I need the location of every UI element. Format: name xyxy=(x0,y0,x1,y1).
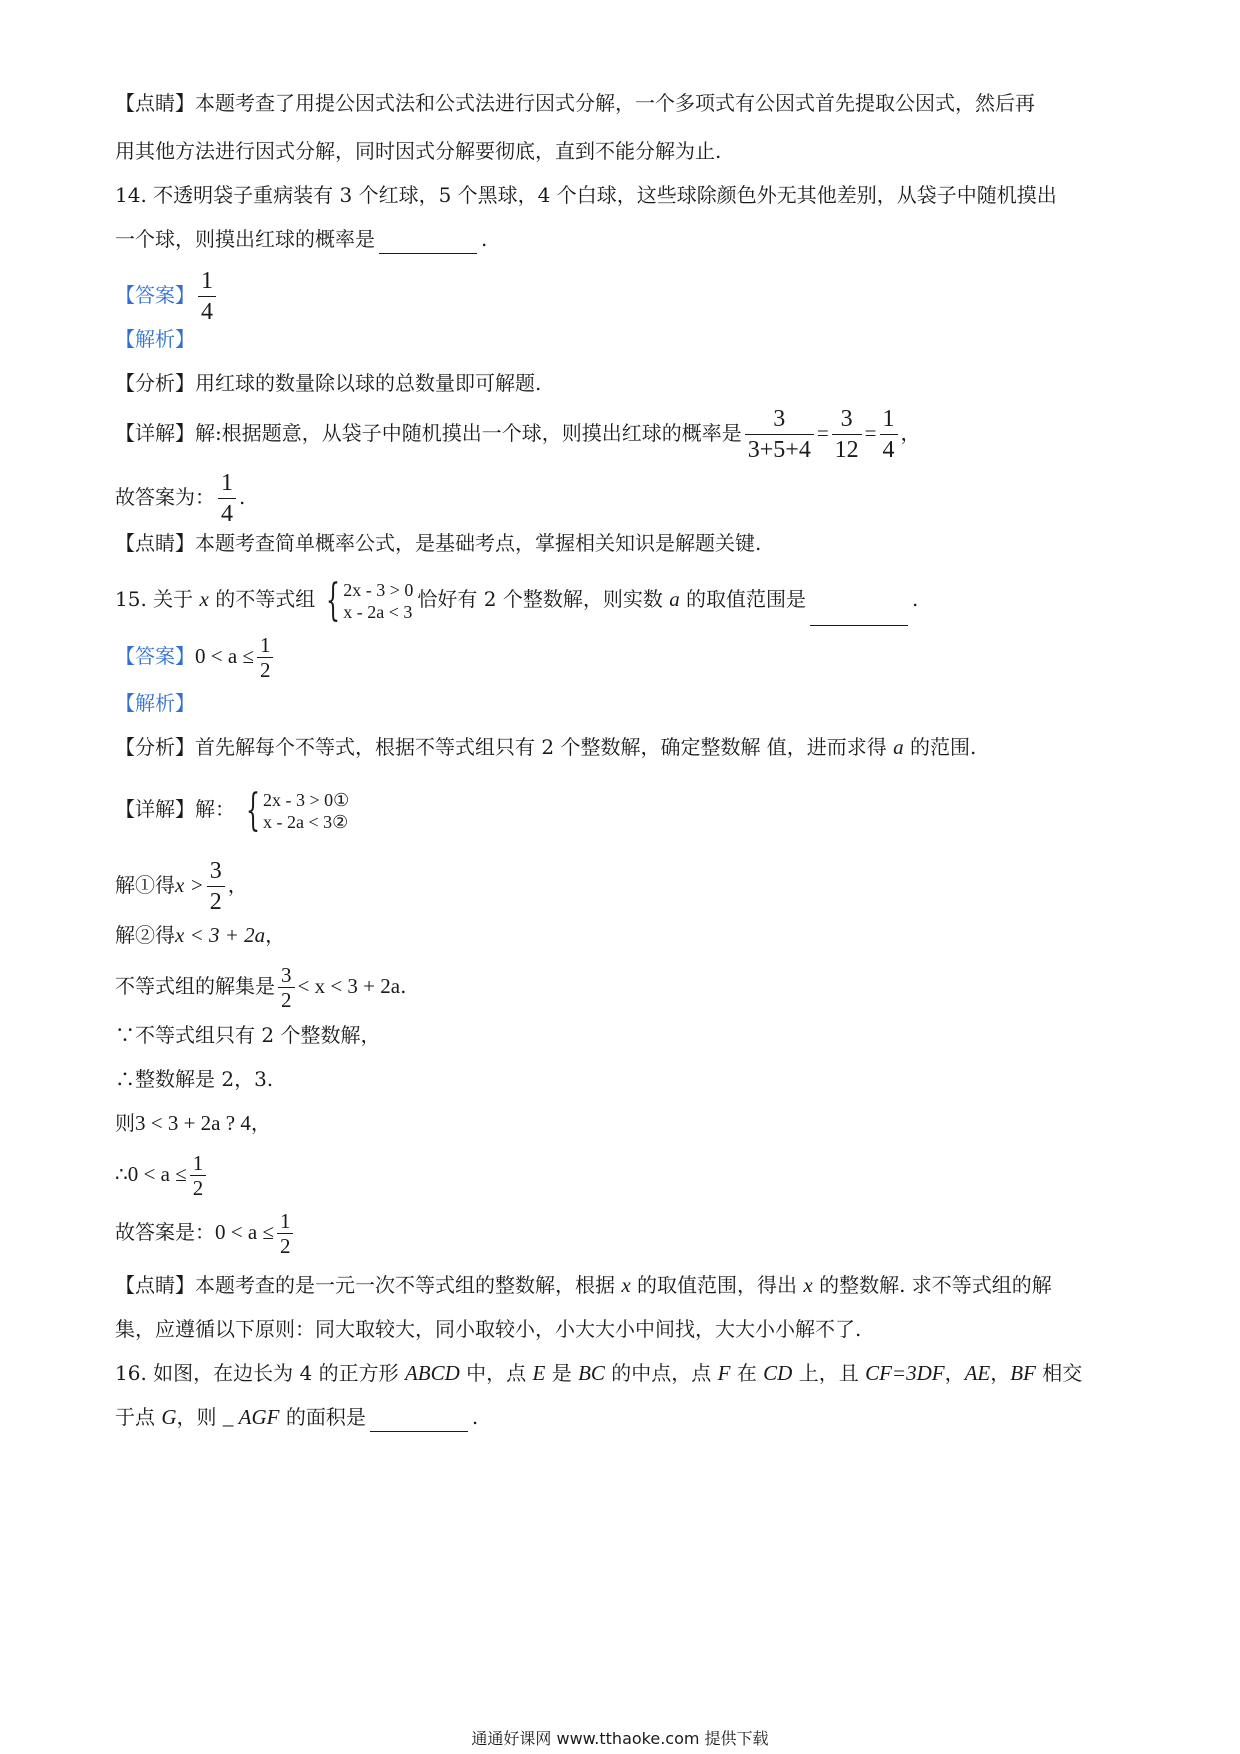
period: . xyxy=(912,587,919,611)
inequality-system xyxy=(239,784,350,836)
numerator: 1 xyxy=(201,268,213,294)
q14-analysis-tag xyxy=(115,324,195,354)
comma: ， xyxy=(227,873,248,897)
inequality-1: 2x - 3 > 0 xyxy=(343,579,414,600)
so-answer-fraction xyxy=(218,468,236,529)
var-a: a xyxy=(893,735,904,759)
comma: ， xyxy=(265,923,286,947)
q15-step6 xyxy=(115,1108,271,1138)
denominator: 2 xyxy=(207,886,225,917)
fenxi-tag: 【分析】 xyxy=(115,735,195,759)
step-text: ∴整数解是 2，3. xyxy=(115,1067,274,1091)
q15-stem-post: 恰好有 2 个整数解，则实数 xyxy=(417,587,663,611)
answer-tag: 【答案】 xyxy=(115,644,195,668)
q16-text: 的面积是 xyxy=(285,1405,366,1429)
point-tag: 【点睛】 xyxy=(115,91,195,115)
q15-fenxi-end: 的范围. xyxy=(910,735,977,759)
q14-point-text: 本题考查简单概率公式，是基础考点，掌握相关知识是解题关键. xyxy=(195,531,762,555)
q16-stem-line2 xyxy=(115,1402,478,1432)
step-label: 则 xyxy=(115,1111,135,1135)
q15-step8 xyxy=(115,1206,296,1258)
segment-cd: CD xyxy=(763,1361,793,1385)
q16-text: 相交 xyxy=(1042,1361,1083,1385)
analysis-tag: 【解析】 xyxy=(115,691,195,715)
q15-step5 xyxy=(115,1064,273,1094)
q16-text: 16. 如图，在边长为 4 的正方形 xyxy=(115,1361,399,1385)
q14-answer-fraction xyxy=(198,266,216,327)
fraction-3 xyxy=(880,404,898,465)
q16-text: 中，点 xyxy=(466,1361,527,1385)
denominator: 12 xyxy=(832,434,862,465)
q14-detail xyxy=(115,404,921,465)
answer-blank xyxy=(810,603,908,626)
step-math: 3 < 3 + 2a ? 4 xyxy=(135,1111,251,1135)
step-label: 不等式组的解集是 xyxy=(115,974,275,998)
inequality-system xyxy=(319,574,414,626)
denominator: 2 xyxy=(277,1233,294,1258)
denominator: 3+5+4 xyxy=(745,434,814,465)
answer-math: 0 < a ≤ xyxy=(195,644,254,668)
numerator: 1 xyxy=(259,633,271,657)
condition-cf: CF=3DF xyxy=(865,1361,945,1385)
period: . xyxy=(400,974,407,998)
q15-stem xyxy=(115,572,918,626)
denominator: 2 xyxy=(278,987,295,1012)
step-label: 解②得 xyxy=(115,923,175,947)
q16-text: ， xyxy=(944,1361,965,1385)
q15-step7 xyxy=(115,1148,209,1200)
step-math: x > xyxy=(175,873,204,897)
numerator: 1 xyxy=(221,470,233,496)
numerator: 3 xyxy=(209,858,222,884)
step-math: x < 3 + 2a xyxy=(175,923,266,947)
q15-answer xyxy=(115,630,276,682)
numerator: 3 xyxy=(773,406,786,432)
q15-stem-pre: 15. 关于 xyxy=(115,587,194,611)
point-tag: 【点睛】 xyxy=(115,1273,195,1297)
q16-stem-line1 xyxy=(115,1358,1082,1388)
numerator: 3 xyxy=(281,963,292,987)
answer-blank xyxy=(370,1409,468,1432)
answer-blank xyxy=(379,231,477,254)
q15-step3 xyxy=(115,960,406,1012)
point-g: G xyxy=(161,1405,177,1429)
q14-answer xyxy=(115,266,219,327)
var-x: x xyxy=(621,1273,631,1297)
so-answer-label: 故答案为： xyxy=(115,485,215,509)
segment-ae: AE xyxy=(964,1361,991,1385)
step-text: ∵不等式组只有 2 个整数解， xyxy=(115,1023,381,1047)
detail-pre: 解： xyxy=(195,797,235,821)
step-fraction xyxy=(278,963,295,1012)
q15-step4 xyxy=(115,1020,380,1050)
q15-fenxi-text: 首先解每个不等式，根据不等式组只有 2 个整数解，确定整数解 值，进而求得 xyxy=(195,735,887,759)
step-fraction xyxy=(190,1151,207,1200)
numerator: 3 xyxy=(840,406,853,432)
point-tag: 【点睛】 xyxy=(115,531,195,555)
point-text-b: 的取值范围，得出 xyxy=(637,1273,798,1297)
q15-stem-post2: 的取值范围是 xyxy=(686,587,807,611)
fenxi-tag: 【分析】 xyxy=(115,371,195,395)
q14-stem-line1 xyxy=(115,180,1057,210)
q16-text: ，则 xyxy=(176,1405,217,1429)
q16-text: 于点 xyxy=(115,1405,155,1429)
var-x: x xyxy=(199,587,209,611)
equals-sign: = xyxy=(816,421,829,445)
q14-so-answer xyxy=(115,468,245,529)
q14-stem-end: . xyxy=(481,227,488,251)
fraction-1 xyxy=(745,404,814,465)
denominator: 4 xyxy=(198,296,216,327)
q15-detail xyxy=(115,782,353,836)
q16-text: 上，且 xyxy=(798,1361,859,1385)
brace-icon: { xyxy=(246,784,260,836)
segment-bf: BF xyxy=(1010,1361,1036,1385)
comma: ， xyxy=(250,1111,271,1135)
q14-stem-line2 xyxy=(115,224,487,254)
denominator: 2 xyxy=(257,657,274,682)
numerator: 1 xyxy=(882,406,895,432)
step-math: 0 < a ≤ xyxy=(127,1162,187,1186)
q16-text: 是 xyxy=(551,1361,572,1385)
inequality-2: x - 2a < 3 xyxy=(343,601,413,622)
var-x: x xyxy=(803,1273,813,1297)
analysis-tag: 【解析】 xyxy=(115,327,195,351)
q13-point-line1 xyxy=(115,88,1035,118)
page-footer: 通通好课网 www.tthaoke.com 提供下载 xyxy=(471,1729,769,1748)
q14-fenxi xyxy=(115,368,541,398)
inequality-1: 2x - 3 > 0① xyxy=(263,789,350,810)
answer-fraction xyxy=(257,633,274,682)
comma: ， xyxy=(900,421,921,445)
square-label: ABCD xyxy=(404,1361,460,1385)
step-label: 解①得 xyxy=(115,873,175,897)
q14-stem-text2: 一个球，则摸出红球的概率是 xyxy=(115,227,375,251)
q15-stem-mid: 的不等式组 xyxy=(215,587,316,611)
detail-tag: 【详解】 xyxy=(115,797,195,821)
brace-icon: { xyxy=(326,574,341,626)
numerator: 1 xyxy=(279,1209,291,1233)
q16-text: 的中点，点 xyxy=(611,1361,712,1385)
point-text-line2: 集，应遵循以下原则：同大取较大，同小取较小，小大大小中间找，大大小小解不了. xyxy=(115,1317,862,1341)
q16-text: 在 xyxy=(736,1361,757,1385)
q15-step1 xyxy=(115,856,248,917)
point-e: E xyxy=(532,1361,546,1385)
answer-tag: 【答案】 xyxy=(115,283,195,307)
period: . xyxy=(239,485,246,509)
inequality-2: x - 2a < 3② xyxy=(263,811,349,832)
detail-tag: 【详解】 xyxy=(115,421,195,445)
var-a: a xyxy=(669,587,680,611)
q14-point xyxy=(115,528,761,558)
equals-sign: = xyxy=(864,421,877,445)
point-text-c: 的整数解. 求不等式组的解 xyxy=(819,1273,1052,1297)
segment-bc: BC xyxy=(578,1361,605,1385)
point-f: F xyxy=(717,1361,731,1385)
q13-point-line2 xyxy=(115,136,721,166)
denominator: 4 xyxy=(218,498,236,529)
step-math: < x < 3 + 2a xyxy=(297,974,401,998)
step-math: 0 < a ≤ xyxy=(215,1220,274,1244)
q14-fenxi-text: 用红球的数量除以球的总数量即可解题. xyxy=(195,371,542,395)
q15-point-line2 xyxy=(115,1314,861,1344)
step-label: 故答案是： xyxy=(115,1220,215,1244)
step-fraction xyxy=(277,1209,294,1258)
q15-point-line1 xyxy=(115,1270,1052,1300)
q13-point-text2: 用其他方法进行因式分解，同时因式分解要彻底，直到不能分解为止. xyxy=(115,139,722,163)
q15-step2 xyxy=(115,920,285,950)
q14-detail-text: 解:根据题意，从袋子中随机摸出一个球，则摸出红球的概率是 xyxy=(195,421,742,445)
triangle-agf: _ AGF xyxy=(222,1405,280,1429)
q15-fenxi xyxy=(115,732,976,762)
numerator: 1 xyxy=(192,1151,204,1175)
q16-text: ， xyxy=(990,1361,1011,1385)
denominator: 2 xyxy=(190,1175,207,1200)
q15-analysis-tag xyxy=(115,688,195,718)
q13-point-text1: 本题考查了用提公因式法和公式法进行因式分解，一个多项式有公因式首先提取公因式，然后再 xyxy=(195,91,1035,115)
period: . xyxy=(471,1405,479,1429)
point-text-a: 本题考查的是一元一次不等式组的整数解，根据 xyxy=(195,1273,615,1297)
therefore-sign: ∴ xyxy=(115,1162,128,1186)
step-fraction xyxy=(207,856,225,917)
q14-stem-text1: 14. 不透明袋子重病装有 3 个红球，5 个黑球，4 个白球，这些球除颜色外无其他差别，从袋子中随机摸出 xyxy=(115,183,1057,207)
fraction-2 xyxy=(832,404,862,465)
denominator: 4 xyxy=(880,434,898,465)
